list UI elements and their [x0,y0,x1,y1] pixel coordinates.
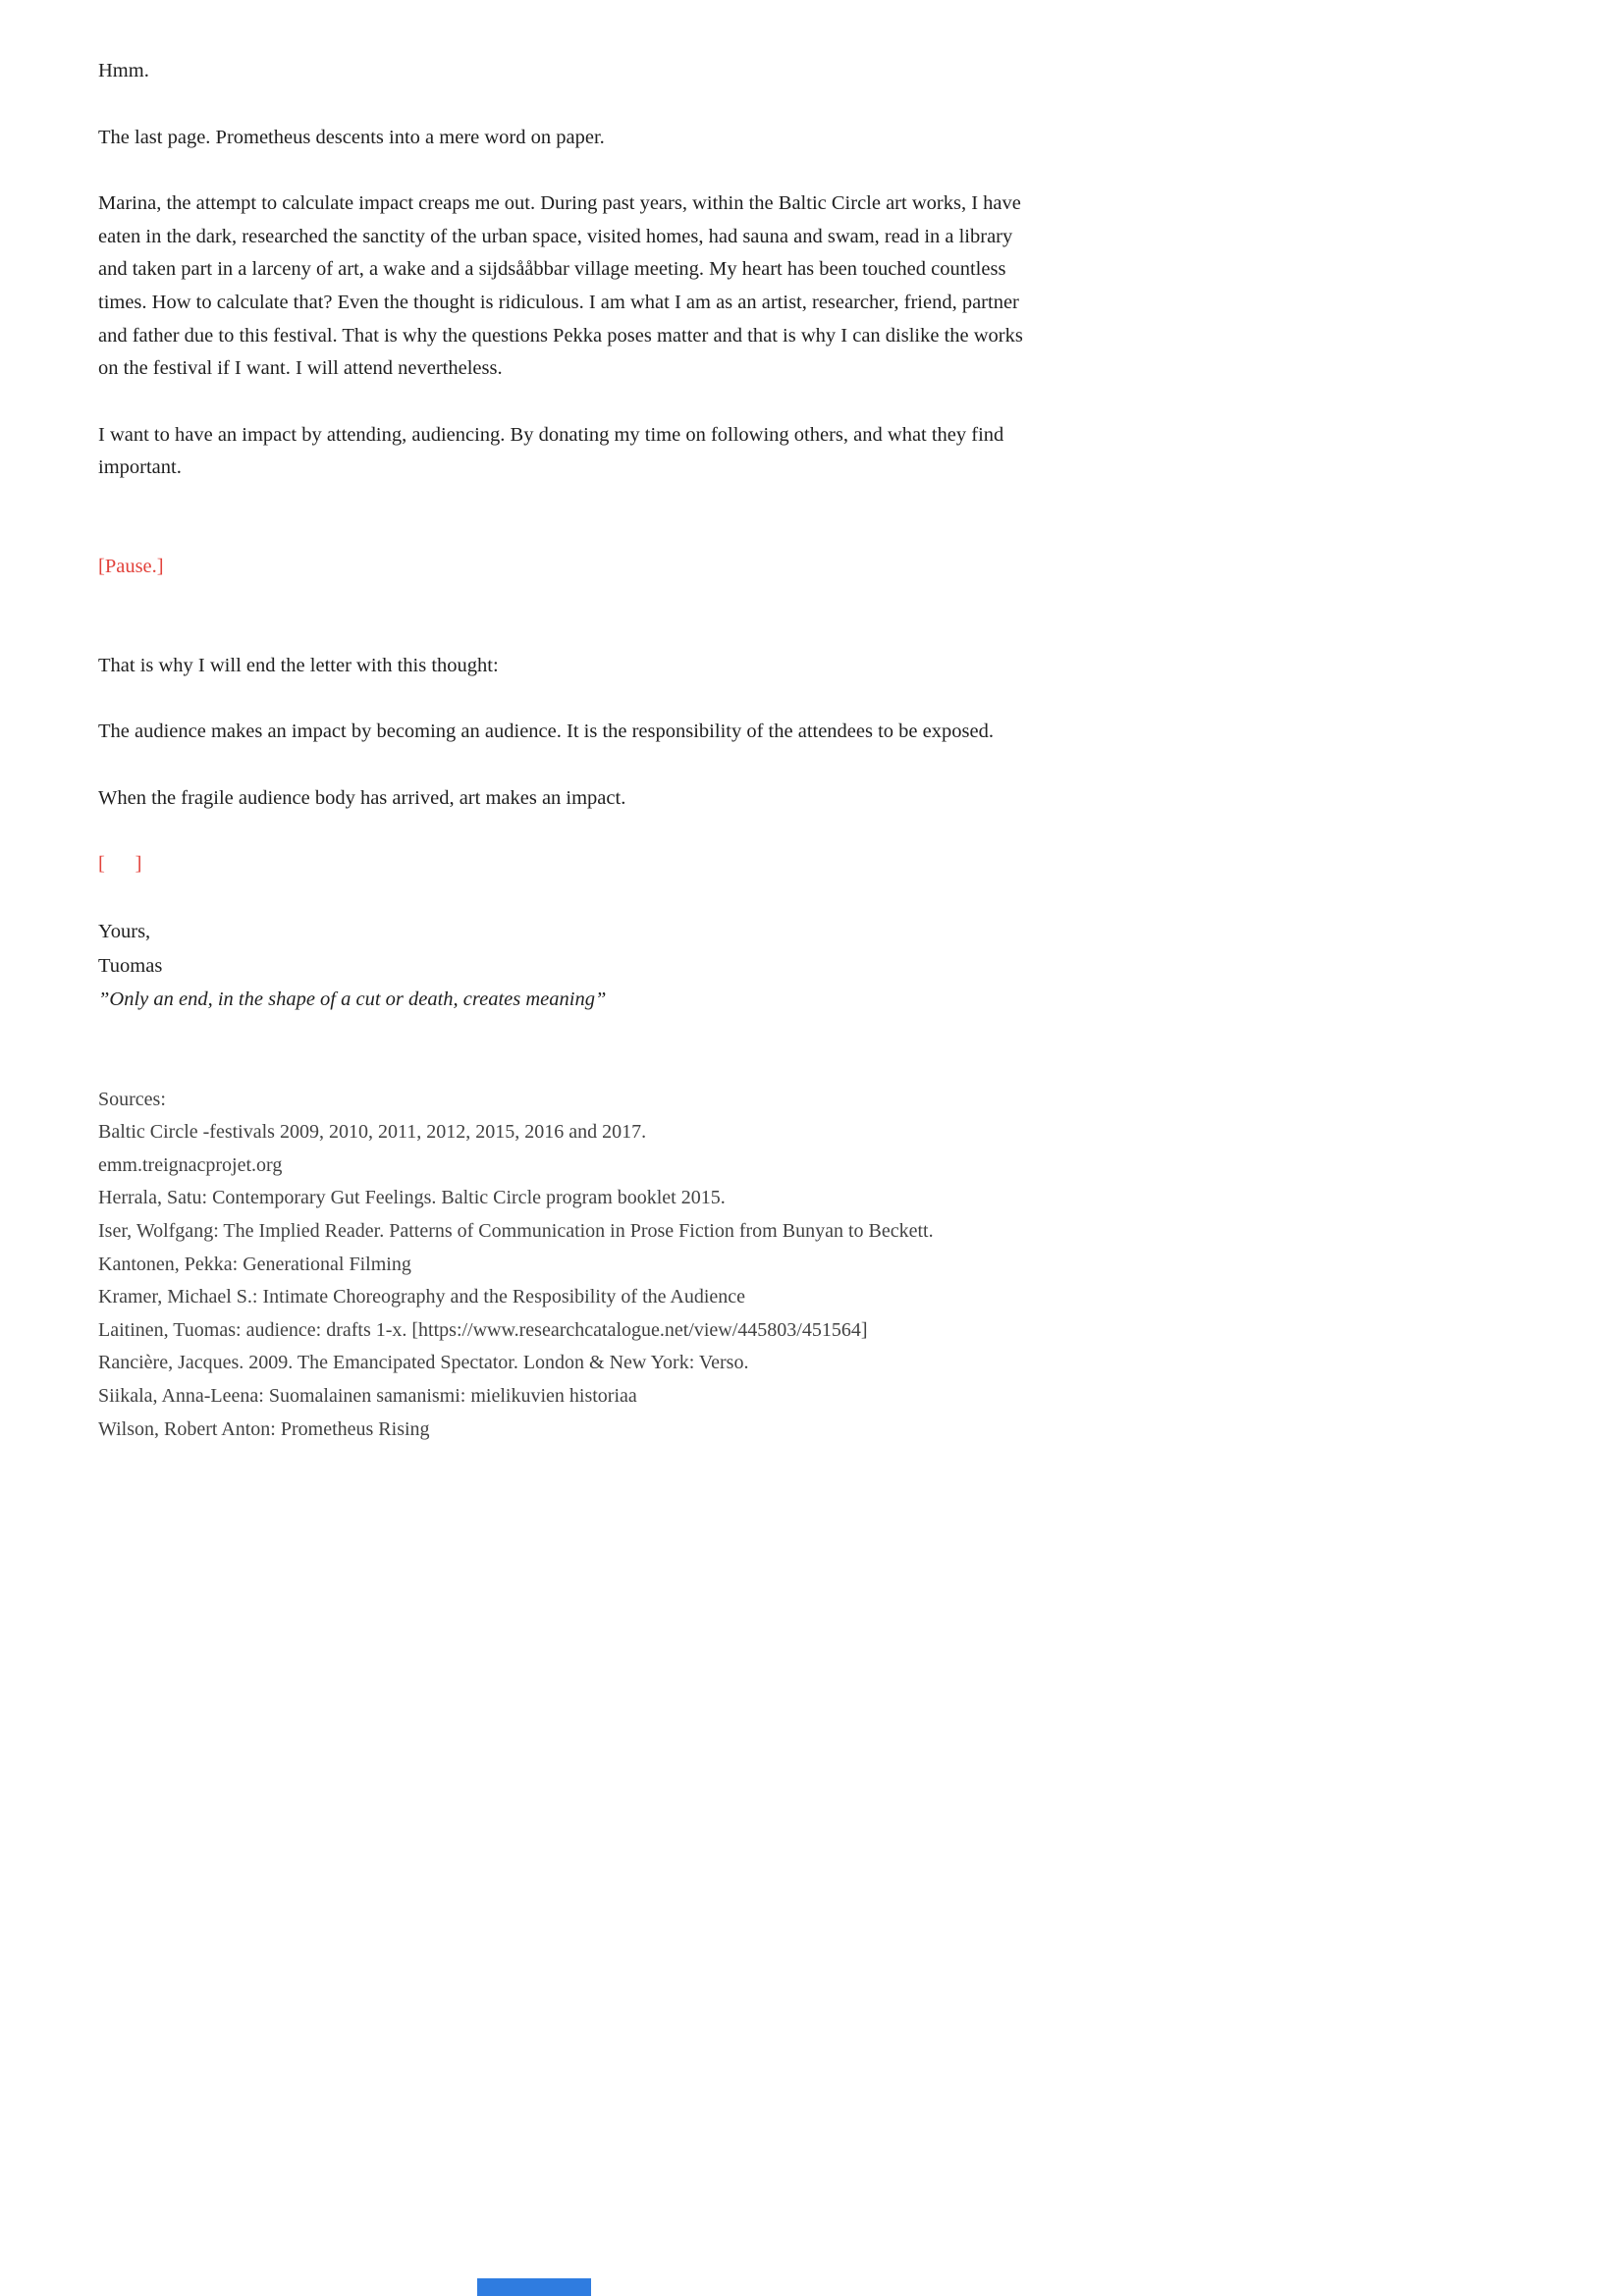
empty-brackets-marker: [ ] [98,853,142,876]
source-item: Kantonen, Pekka: Generational Filming [98,1253,411,1275]
paragraph-audience: The audience makes an impact by becoming an audience. It is the responsibility of the attendees to be exposed. [98,721,994,743]
source-item: Baltic Circle -festivals 2009, 2010, 2011, 2012, 2015, 2016 and 2017. [98,1121,647,1144]
paragraph-end-thought: That is why I will end the letter with this thought: [98,654,499,676]
paragraph-fragile: When the fragile audience body has arrived, art makes an impact. [98,786,626,809]
sources-heading: Sources: [98,1088,166,1110]
paragraph-hmm: Hmm. [98,60,149,81]
paragraph-last-page: The last page. Prometheus descents into a mere word on paper. [98,126,605,148]
signature-quote: ”Only an end, in the shape of a cut or death, creates meaning” [98,988,607,1011]
source-item: emm.treignacprojet.org [98,1153,283,1176]
paragraph-marina: Marina, the attempt to calculate impact creaps me out. During past years, within the Baltic Circle art works, I have eaten in the dark, researched the sanctity of the urban space, visited homes, had sauna and swam, read in a library and taken part in a larceny of art, a wake and a sijdsååbbar village meeting. My heart has been touched countless times. How to calculate that? Even the thought is ridiculous. I am what I am as an artist, researcher, friend, partner and father due to this festival. That is why the questions Pekka poses matter and that is why I can dislike the works on the festival if I want. I will attend nevertheless. [98,192,1023,380]
source-item: Kramer, Michael S.: Intimate Choreography and the Resposibility of the Audience [98,1286,746,1308]
sources-section [98,1084,1542,1447]
signature-name: Tuomas [98,954,163,977]
pause-marker: [Pause.] [98,555,164,577]
source-item: Herrala, Satu: Contemporary Gut Feelings. Baltic Circle program booklet 2015. [98,1187,726,1209]
signature-block [98,915,1033,1017]
source-item: Siikala, Anna-Leena: Suomalainen samanismi: mielikuvien historiaa [98,1385,637,1408]
selection-highlight-bar [477,2278,591,2296]
paragraph-impact: I want to have an impact by attending, audiencing. By donating my time on following others, and what they find important. [98,423,1004,479]
signature-yours: Yours, [98,920,151,942]
source-item: Laitinen, Tuomas: audience: drafts 1-x. [https://www.researchcatalogue.net/view/445803/451564] [98,1318,868,1341]
letter-content [98,55,1542,1446]
source-item: Rancière, Jacques. 2009. The Emancipated Spectator. London & New York: Verso. [98,1352,749,1374]
source-item: Iser, Wolfgang: The Implied Reader. Patterns of Communication in Prose Fiction from Bunyan to Beckett. [98,1220,934,1243]
source-item: Wilson, Robert Anton: Prometheus Rising [98,1417,430,1440]
letter-body [98,55,1033,1017]
